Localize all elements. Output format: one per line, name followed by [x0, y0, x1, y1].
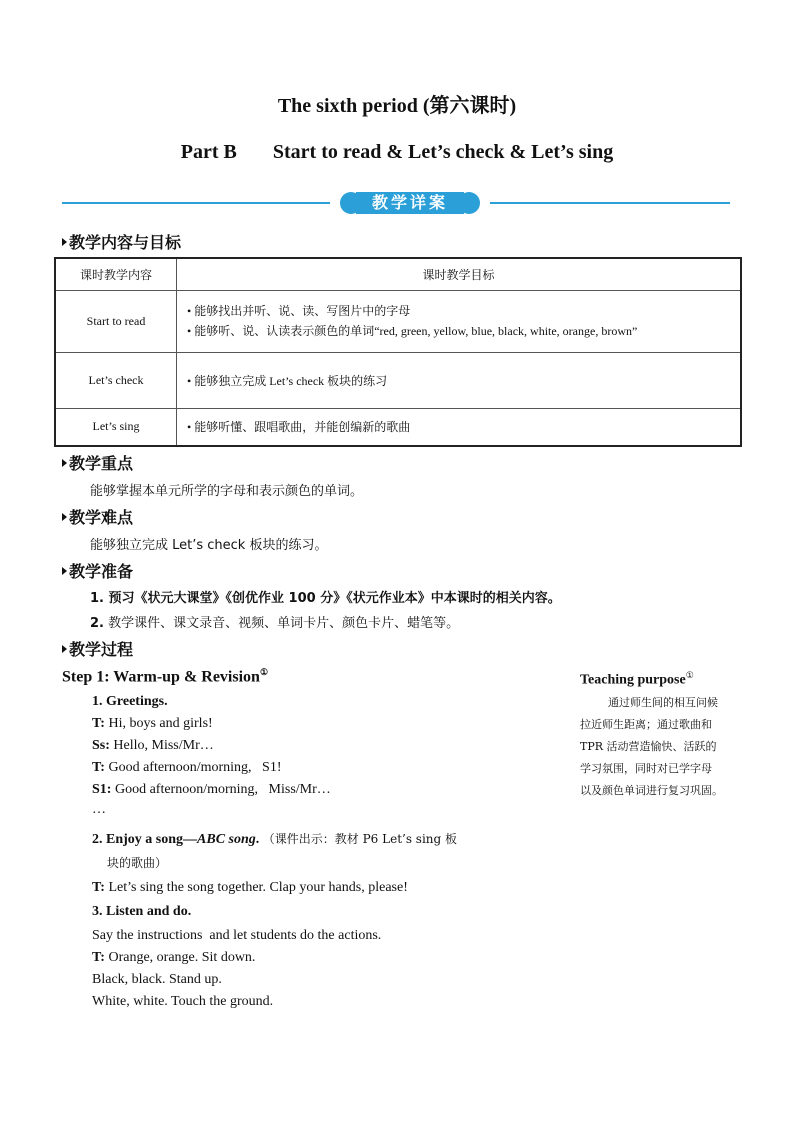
- dialogue-line: T: Orange, orange. Sit down.: [92, 950, 256, 965]
- banner-pill: [340, 192, 480, 214]
- dialogue-line: T: Hi, boys and girls!: [92, 716, 213, 731]
- goals-heading: 教学内容与目标: [62, 230, 181, 253]
- subtitle-text: Start to read & Let’s check & Let’s sing: [272, 141, 614, 163]
- goal-line: • 能够听懂、跟唱歌曲，并能创编新的歌曲: [187, 420, 411, 435]
- song-title: 2. Enjoy a song—ABC song. （课件出示：教材 P6 Let’s sing 板: [92, 832, 458, 847]
- table-header-content: 课时教学内容: [55, 258, 177, 290]
- banner-label: 教学详案: [356, 192, 464, 214]
- banner-left-rule: [62, 202, 330, 204]
- goal-line: • 能够听、说、认读表示颜色的单词“red, green, yellow, blue, black, white, orange, brown”: [187, 324, 638, 338]
- difficulty-heading: 教学难点: [62, 505, 133, 528]
- key-text: 能够掌握本单元所学的字母和表示颜色的单词。: [90, 484, 364, 499]
- sidebar-line: 以及颜色单词进行复习巩固。: [580, 784, 723, 797]
- bullet-triangle-icon: [62, 567, 67, 575]
- goal-line: • 能够独立完成 Let’s check 板块的练习: [187, 373, 388, 388]
- bullet-triangle-icon: [62, 459, 67, 467]
- dialogue-line: T: Let’s sing the song together. Clap your hands, please!: [92, 880, 408, 895]
- step1-title: Step 1: Warm-up & Revision①: [62, 667, 269, 686]
- page-subtitle: [0, 141, 794, 164]
- dialogue-line: T: Good afternoon/morning, S1!: [92, 760, 282, 775]
- row-goals: [177, 290, 742, 352]
- sidebar-line: 通过师生间的相互问候: [608, 696, 718, 709]
- dialogue-line: S1: Good afternoon/morning, Miss/Mr…: [92, 782, 331, 797]
- sidebar-line: 拉近师生距离；通过歌曲和: [580, 718, 712, 731]
- listen-title: 3. Listen and do.: [92, 904, 192, 919]
- table-row: [55, 408, 741, 446]
- row-content: Start to read: [55, 290, 177, 352]
- sidebar-line: TPR 活动营造愉快、活跃的: [580, 740, 717, 753]
- process-heading: 教学过程: [62, 637, 133, 660]
- ellipsis: …: [92, 802, 106, 817]
- row-goals: [177, 408, 742, 446]
- goals-table: [54, 257, 742, 447]
- section-banner: [62, 192, 730, 214]
- row-content: Let’s check: [55, 352, 177, 408]
- prep-item: 1. 预习《状元大课堂》《创优作业 100 分》《状元作业本》中本课时的相关内容。: [90, 591, 561, 606]
- table-header-row: [55, 258, 741, 290]
- listen-instructions: Say the instructions and let students do the actions.: [92, 928, 382, 943]
- row-goals: [177, 352, 742, 408]
- row-content: Let’s sing: [55, 408, 177, 446]
- page-title: The sixth period (第六课时): [277, 95, 517, 117]
- song-note: 块的歌曲）: [107, 856, 168, 870]
- bullet-triangle-icon: [62, 238, 67, 246]
- table-header-goals: 课时教学目标: [177, 258, 742, 290]
- prep-heading: 教学准备: [62, 559, 133, 582]
- prep-item: 2. 教学课件、课文录音、视频、单词卡片、颜色卡片、蜡笔等。: [90, 616, 460, 631]
- difficulty-text: 能够独立完成 Let’s check 板块的练习。: [90, 538, 328, 553]
- bullet-triangle-icon: [62, 645, 67, 653]
- listen-line: Black, black. Stand up.: [92, 972, 222, 987]
- sidebar-note: [580, 692, 770, 802]
- subtitle-part: Part B: [180, 141, 237, 163]
- banner-right-rule: [490, 202, 730, 204]
- goal-line: • 能够找出并听、说、读、写图片中的字母: [187, 304, 411, 318]
- key-heading: 教学重点: [62, 451, 133, 474]
- sidebar-line: 学习氛围，同时对已学字母: [580, 762, 712, 775]
- greetings-title: 1. Greetings.: [92, 694, 168, 709]
- bullet-triangle-icon: [62, 513, 67, 521]
- sidebar-title: Teaching purpose①: [580, 670, 694, 688]
- table-row: [55, 290, 741, 352]
- listen-line: White, white. Touch the ground.: [92, 994, 274, 1009]
- table-row: [55, 352, 741, 408]
- dialogue-line: Ss: Hello, Miss/Mr…: [92, 738, 214, 753]
